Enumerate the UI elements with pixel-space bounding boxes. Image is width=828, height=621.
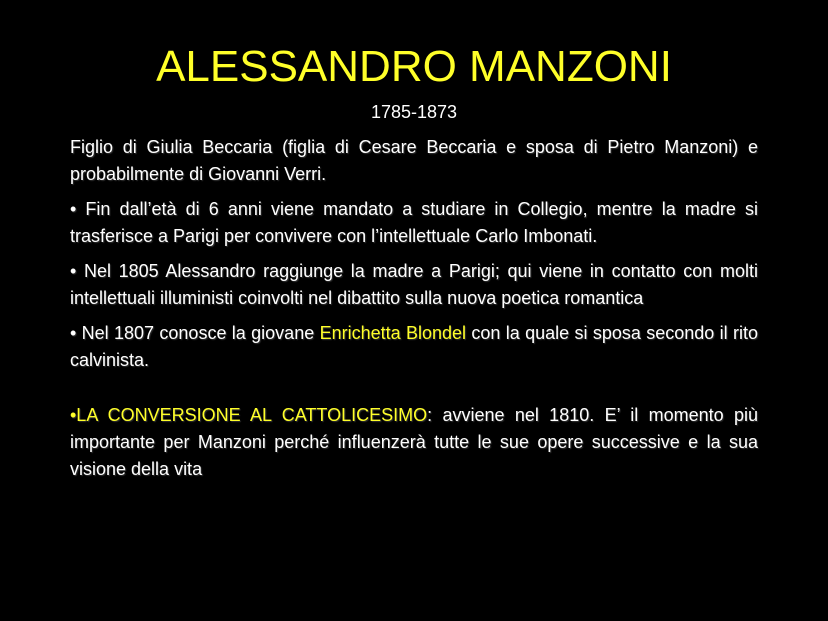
life-dates: 1785-1873: [370, 102, 458, 122]
bullet-blondel-text-start: • Nel 1807 conosce la giovane: [70, 323, 320, 343]
bullet-blondel-text-end: con la quale si sposa secondo il rito calvinista.: [70, 323, 759, 370]
bullet-blondel: [70, 320, 758, 374]
bullet-parigi: • Nel 1805 Alessandro raggiunge la madre a Parigi; qui viene in contatto con molti intellettuali illuministi coinvolti nel dibattito sulla nuova poetica romantica: [70, 261, 758, 308]
bullet-collegio: • Fin dall’età di 6 anni viene mandato a studiare in Collegio, mentre la madre si trasferisce a Parigi per convivere con l’intellettuale Carlo Imbonati.: [70, 199, 758, 246]
slide-body: [70, 134, 758, 491]
bullet-conversione-text: : avviene nel 1810. E’ il momento più importante per Manzoni perché influenzerà tutte le sue opere successive e la sua visione della vita: [70, 405, 758, 479]
highlight-enrichetta-blondel: Enrichetta Blondel: [319, 323, 467, 343]
bullet-conversione: [70, 402, 758, 483]
intro-paragraph: Figlio di Giulia Beccaria (figlia di Cesare Beccaria e sposa di Pietro Manzoni) e probabilmente di Giovanni Verri.: [70, 137, 758, 184]
highlight-conversione: •LA CONVERSIONE AL CATTOLICESIMO: [70, 405, 428, 425]
slide-title: ALESSANDRO MANZONI: [156, 42, 672, 91]
